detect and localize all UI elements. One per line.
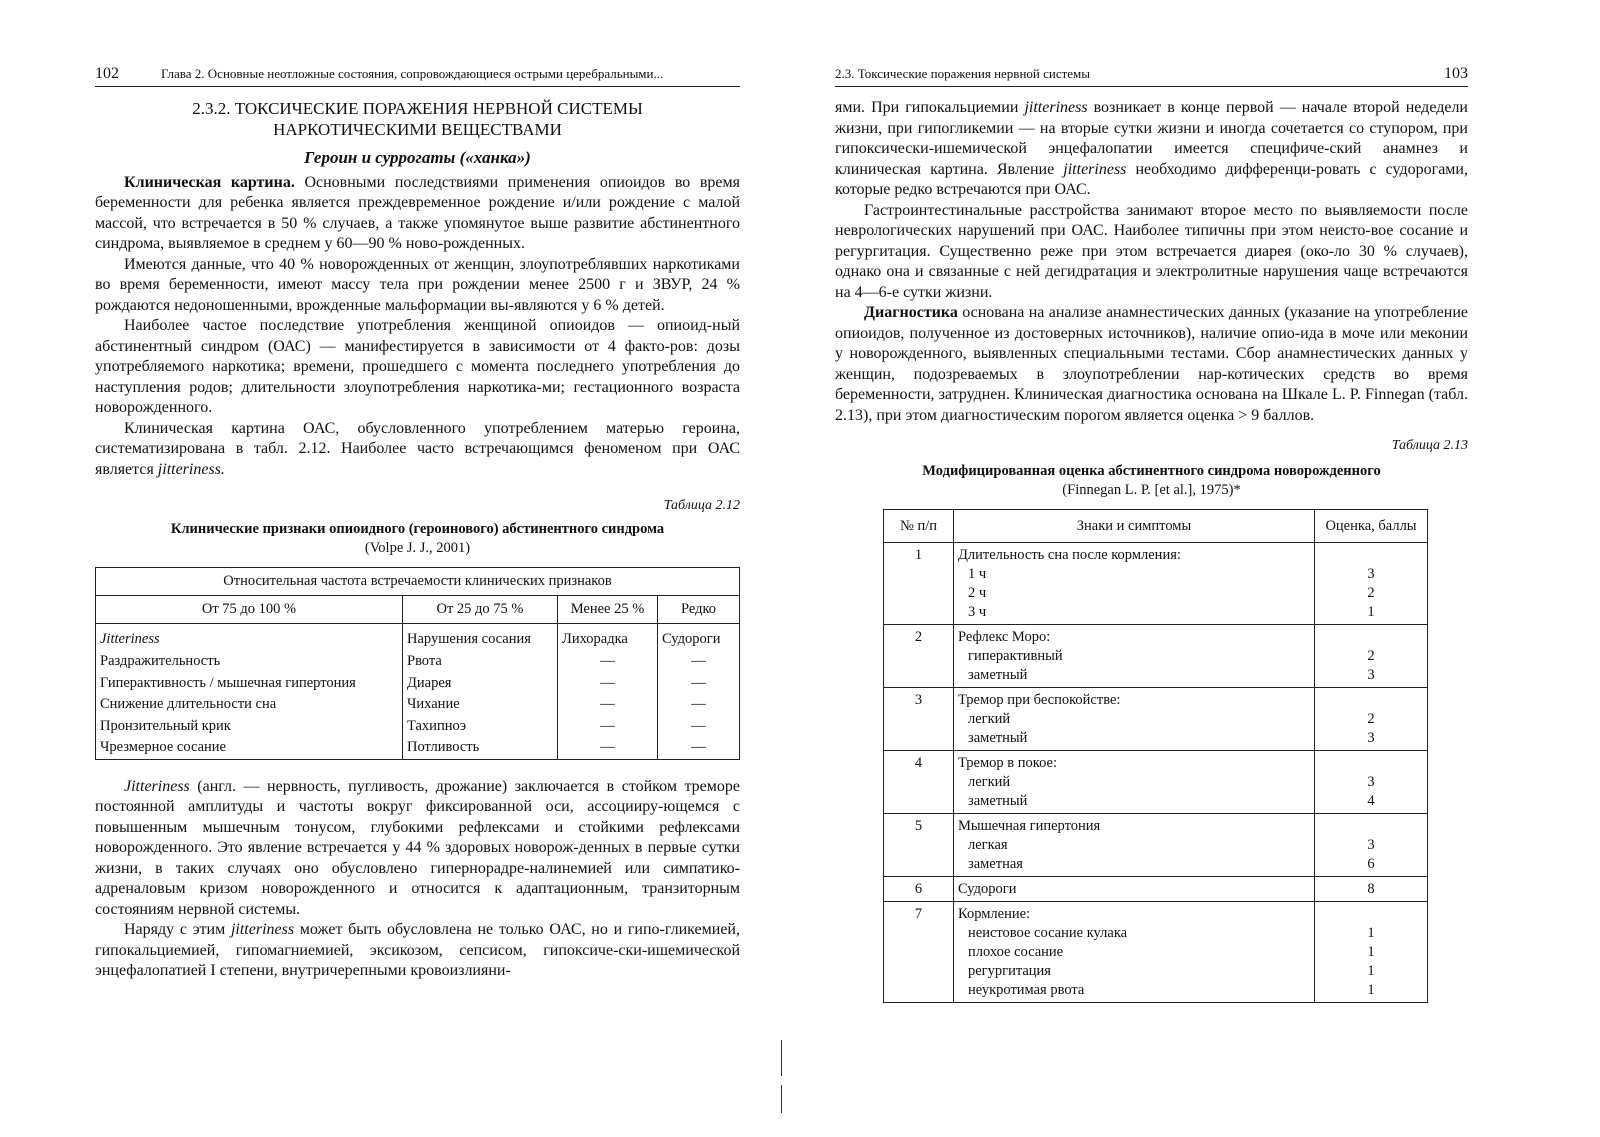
- score-value: 2: [1367, 585, 1375, 601]
- page-number: 102: [95, 65, 119, 82]
- table-cell: Jitteriness: [96, 624, 403, 652]
- paragraph: Наиболее частое последствие употребления женщиной опиоидов — опиоид-ный абстинентный синдром (ОАС) — манифестируется в зависимости от 4 факто-ров: дозы употребляемого наркотика; времени, прошедшего с момента последнего употребления до наступления родов; длительности злоупотребления наркотика-ми; гестационного возраста новорожденного.: [95, 317, 740, 416]
- table-cell: Раздражительность: [96, 651, 403, 673]
- table-row: [884, 543, 1428, 625]
- symptom-cell: [954, 814, 1315, 877]
- score-value: 1: [1367, 963, 1375, 979]
- score-cell: [1315, 877, 1428, 902]
- symptom-title: Судороги: [958, 881, 1017, 897]
- running-title: 2.3. Токсические поражения нервной системы: [835, 66, 1091, 81]
- table-cell: Диарея: [403, 673, 558, 695]
- table-row: [96, 673, 740, 695]
- score-cell: [1315, 625, 1428, 688]
- term: Jitteriness: [124, 777, 190, 795]
- page-number: 103: [1444, 65, 1468, 82]
- table-cell: —: [658, 694, 740, 716]
- table-2-13: [883, 509, 1428, 1003]
- score-value: 1: [1367, 982, 1375, 998]
- score-spacer: [1319, 546, 1423, 565]
- table-cell: —: [658, 716, 740, 738]
- table-row: [884, 751, 1428, 814]
- table-cell: —: [558, 694, 658, 716]
- symptom-title: Тремор при беспокойстве:: [958, 692, 1121, 708]
- score-cell: [1315, 751, 1428, 814]
- symptom-title: Тремор в покое:: [958, 755, 1057, 771]
- table-wrap: [835, 509, 1468, 1003]
- table-row: [884, 814, 1428, 877]
- section-title: 2.3.2. ТОКСИЧЕСКИЕ ПОРАЖЕНИЯ НЕРВНОЙ СИСТЕМЫ: [192, 99, 643, 118]
- table-cell: —: [558, 673, 658, 695]
- table-2-12: [95, 567, 740, 760]
- score-spacer: [1319, 817, 1423, 836]
- right-column: [835, 98, 1468, 1003]
- row-number: 7: [884, 902, 954, 1003]
- symptom-item: заметный: [968, 667, 1028, 683]
- score-value: 4: [1367, 793, 1375, 809]
- table-header: От 75 до 100 %: [96, 596, 403, 624]
- table-cell: Нарушения сосания: [403, 624, 558, 652]
- table-body: [884, 543, 1428, 1003]
- paragraph: Диагностика основана на анализе анамнестических данных (указание на употребление опиоидов, полученное из достоверных источников), наличие опио-ида в моче или меконии у новорожденного, выявленных специальными тестами. Сбор анамнестических данных у женщин, подозреваемых в злоупотреблении нар-котических средств во время беременности, затруднен. Клиническая диагностика основана на Шкале L. P. Finnegan (табл. 2.13), при этом диагностическим порогом является оценка > 9 баллов.: [835, 304, 1468, 424]
- score-value: 8: [1367, 881, 1375, 897]
- table-header: От 25 до 75 %: [403, 596, 558, 624]
- symptom-title: Кормление:: [958, 906, 1031, 922]
- symptom-title: Мышечная гипертония: [958, 818, 1101, 834]
- score-value: 2: [1367, 648, 1375, 664]
- left-page: [0, 0, 790, 1137]
- paragraph: Клиническая картина. Основными последствиями применения опиоидов во время беременности для ребенка является преждевременное рождение и/или рождение с малой массой, что встречается в 50 % случаев, а также упомянутое выше развитие абстинентного синдрома, выявляемое в среднем у 60—90 % ново-рожденных.: [95, 173, 741, 252]
- table-cell: Гиперактивность / мышечная гипертония: [96, 673, 403, 695]
- symptom-item: заметный: [968, 730, 1028, 746]
- table-row: [96, 624, 740, 652]
- gutter-line: [781, 1085, 782, 1113]
- symptom-cell: [954, 625, 1315, 688]
- symptom-item: легкая: [968, 837, 1008, 853]
- score-value: 3: [1367, 566, 1375, 582]
- symptom-cell: [954, 751, 1315, 814]
- row-number: 3: [884, 688, 954, 751]
- table-cell: Снижение длительности сна: [96, 694, 403, 716]
- symptom-cell: [954, 543, 1315, 625]
- table-row: [884, 688, 1428, 751]
- table-header: Редко: [658, 596, 740, 624]
- table-source: (Volpe J. J., 2001): [364, 540, 471, 556]
- term: jitteriness.: [157, 460, 225, 478]
- table-label: Таблица 2.12: [663, 498, 740, 513]
- table-row: [96, 694, 740, 716]
- paragraph-lead: Диагностика: [864, 304, 958, 321]
- left-column: [95, 98, 740, 982]
- term: jitteriness: [1063, 160, 1127, 178]
- table-cell: Чихание: [403, 694, 558, 716]
- running-title: Глава 2. Основные неотложные состояния, сопровождающиеся острыми церебральными...: [161, 66, 664, 81]
- paragraph: Jitteriness (англ. — нервность, пугливость, дрожание) заключается в стойком треморе постоянной амплитуды и частоты вокруг фиксированной оси, ассоцииру-ющемся с повышенным мышечным тонусом, глубокими рефлексами и стойкими рефлексами новорожденного. Это явление встречается у 44 % здоровых новорож-денных в первые сутки жизни, в таких случаях оно обусловлено гипернорадре-налинемией или симпатико-адреналовым кризом новорожденного и относится к адаптационным, транзиторным состояниям нервной системы.: [95, 777, 740, 918]
- score-cell: [1315, 814, 1428, 877]
- score-value: 3: [1367, 774, 1375, 790]
- symptom-item: регургитация: [968, 963, 1051, 979]
- score-value: 3: [1367, 730, 1375, 746]
- score-value: 3: [1367, 667, 1375, 683]
- symptom-title: Рефлекс Моро:: [958, 629, 1051, 645]
- symptom-item: легкий: [968, 711, 1011, 727]
- table-cell: Пронзительный крик: [96, 716, 403, 738]
- table-header: Оценка, баллы: [1315, 510, 1428, 543]
- table-row: [884, 625, 1428, 688]
- table-super-header: Относительная частота встречаемости клинических признаков: [96, 568, 740, 596]
- score-value: 1: [1367, 604, 1375, 620]
- table-cell: —: [558, 651, 658, 673]
- paragraph: Клиническая картина ОАС, обусловленного употреблением матерью героина, систематизирована в табл. 2.12. Наиболее часто встречающимся феноменом при ОАС является jitteriness.: [95, 419, 740, 478]
- subsection-title: Героин и суррогаты («ханка»): [304, 148, 531, 167]
- table-label: Таблица 2.13: [1391, 438, 1468, 453]
- row-number: 6: [884, 877, 954, 902]
- paragraph: Наряду с этим jitteriness может быть обусловлена не только ОАС, но и гипо-гликемией, гипокальциемией, гипомагниемией, эксикозом, сепсисом, гипоксиче-ски-ишемической энцефалопатией I степени, внутричерепными кровоизлияни-: [95, 921, 740, 979]
- symptom-item: плохое сосание: [968, 944, 1064, 960]
- table-cell: —: [558, 737, 658, 759]
- left-running-head: [95, 64, 740, 87]
- symptom-item: заметный: [968, 793, 1028, 809]
- table-cell: Чрезмерное сосание: [96, 737, 403, 759]
- score-spacer: [1319, 628, 1423, 647]
- score-cell: [1315, 543, 1428, 625]
- paragraph-lead: Клиническая картина.: [124, 173, 295, 191]
- symptom-item: легкий: [968, 774, 1011, 790]
- row-number: 4: [884, 751, 954, 814]
- term: jitteriness: [230, 921, 295, 938]
- table-cell: —: [658, 737, 740, 759]
- row-number: 5: [884, 814, 954, 877]
- right-page: [815, 0, 1600, 1137]
- table-cell: Рвота: [403, 651, 558, 673]
- symptom-item: гиперактивный: [968, 648, 1063, 664]
- paragraph: Гастроинтестинальные расстройства занимают второе место по выявляемости после неврологических нарушений при ОАС. Наиболее типичны при этом неисто-вое сосание и регургитация. Существенно реже при этом встречается диарея (око-ло 30 % случаев), однако она и связанные с ней дегидратация и электролитные нарушения чаще встречаются на 4—6-е сутки жизни.: [835, 201, 1468, 301]
- table-header: Знаки и симптомы: [954, 510, 1315, 543]
- symptom-item: 1 ч: [968, 566, 987, 582]
- table-cell: —: [558, 716, 658, 738]
- table-cell: Судороги: [658, 624, 740, 652]
- table-cell: Лихорадка: [558, 624, 658, 652]
- right-running-head: [835, 64, 1468, 87]
- symptom-item: заметная: [968, 856, 1023, 872]
- table-cell: Потливость: [403, 737, 558, 759]
- score-cell: [1315, 902, 1428, 1003]
- paragraph: Имеются данные, что 40 % новорожденных от женщин, злоупотреблявших наркотиками во время беременности, имеют массу тела при рождении менее 2500 г и ЗВУР, 24 % рождаются недоношенными, врожденные мальформации вы-являются у 6 % детей.: [95, 255, 740, 314]
- symptom-title: Длительность сна после кормления:: [958, 547, 1181, 563]
- row-number: 1: [884, 543, 954, 625]
- score-value: 6: [1367, 856, 1375, 872]
- table-row: [96, 716, 740, 738]
- symptom-item: 3 ч: [968, 604, 987, 620]
- section-title-line2: НАРКОТИЧЕСКИМИ ВЕЩЕСТВАМИ: [273, 120, 562, 139]
- table-source: (Finnegan L. P. [et al.], 1975)*: [1062, 482, 1241, 498]
- row-number: 2: [884, 625, 954, 688]
- table-row: [884, 877, 1428, 902]
- table-caption: Модифицированная оценка абстинентного синдрома новорожденного: [922, 463, 1381, 479]
- score-value: 3: [1367, 837, 1375, 853]
- paragraph: ями. При гипокальциемии jitteriness возникает в конце первой — начале второй недедели жизни, при гипогликемии — на вторые сутки жизни и иногда сочетается со ступором, при гипоксически-ишемической энцефалопатии имеется специфиче-ский анамнез и клиническая картина. Явление jitteriness необходимо дифференци-ровать с судорогами, которые редко встречаются при ОАС.: [835, 99, 1468, 198]
- table-header: № п/п: [884, 510, 954, 543]
- score-value: 1: [1367, 944, 1375, 960]
- term: jitteriness: [1024, 99, 1088, 116]
- symptom-item: неистовое сосание кулака: [968, 925, 1128, 941]
- score-value: 1: [1367, 925, 1375, 941]
- score-spacer: [1319, 691, 1423, 710]
- symptom-item: 2 ч: [968, 585, 987, 601]
- symptom-cell: [954, 902, 1315, 1003]
- symptom-cell: [954, 688, 1315, 751]
- score-value: 2: [1367, 711, 1375, 727]
- table-row: [96, 651, 740, 673]
- table-row: [96, 737, 740, 759]
- table-cell: Тахипноэ: [403, 716, 558, 738]
- table-cell: —: [658, 673, 740, 695]
- score-cell: [1315, 688, 1428, 751]
- table-cell: —: [658, 651, 740, 673]
- score-spacer: [1319, 754, 1423, 773]
- gutter-line: [781, 1040, 782, 1076]
- score-spacer: [1319, 905, 1423, 924]
- table-caption: Клинические признаки опиоидного (героинового) абстинентного синдрома: [170, 521, 665, 537]
- table-header: Менее 25 %: [558, 596, 658, 624]
- table-row: [884, 902, 1428, 1003]
- symptom-item: неукротимая рвота: [968, 982, 1085, 998]
- symptom-cell: [954, 877, 1315, 902]
